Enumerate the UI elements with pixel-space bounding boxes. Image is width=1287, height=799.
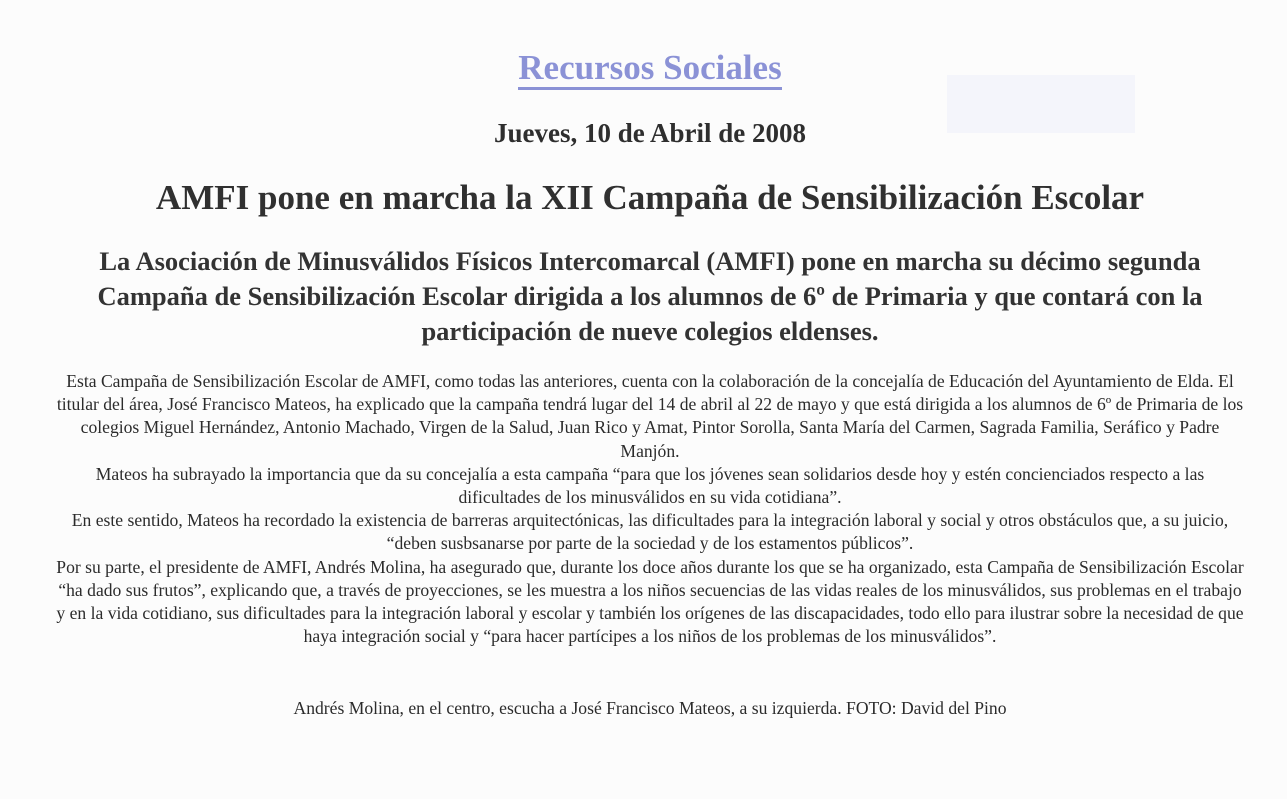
section-title-text: Recursos Sociales [518,49,781,90]
article-headline: AMFI pone en marcha la XII Campaña de Sensibilización Escolar [155,178,1145,217]
body-paragraph: En este sentido, Mateos ha recordado la existencia de barreras arquitectónicas, las dificultades para la integración laboral y social y otros obstáculos que, a su juicio, “deben susbsanarse por parte de la sociedad y de los estamentos públicos”. [71,510,1229,554]
body-paragraph: Mateos ha subrayado la importancia que da su concejalía a esta campaña “para que los jóvenes sean solidarios desde hoy y estén concienciados respecto a las dificultades de los minusválidos en su vida cotidiana”. [95,463,1205,508]
article-subheadline: La Asociación de Minusválidos Físicos Intercomarcal (AMFI) pone en marcha su décimo segunda Campaña de Sensibilización Escolar dirigida a los alumnos de 6º de Primaria y que contará con la participación de nueve colegios eldenses. [97,246,1203,346]
article-date: Jueves, 10 de Abril de 2008 [493,118,806,148]
section-title [0,47,1287,90]
body-paragraph: Esta Campaña de Sensibilización Escolar de AMFI, como todas las anteriores, cuenta con la colaboración de la concejalía de Educación del Ayuntamiento de Elda. El titular del área, José Francisco Mateos, ha explicado que la campaña tendrá lugar del 14 de abril al 22 de mayo y que está dirigida a los alumnos de 6º de Primaria de los colegios Miguel Hernández, Antonio Machado, Virgen de la Salud, Juan Rico y Amat, Pintor Sorolla, Santa María del Carmen, Sagrada Familia, Seráfico y Padre Manjón. [56,371,1244,461]
photo-caption: Andrés Molina, en el centro, escucha a José Francisco Mateos, a su izquierda. FOTO: David del Pino [293,698,1007,718]
article-body [55,370,1245,648]
body-paragraph: Por su parte, el presidente de AMFI, Andrés Molina, ha asegurado que, durante los doce años durante los que se ha organizado, esta Campaña de Sensibilización Escolar “ha dado sus frutos”, explicando que, a través de proyecciones, se les muestra a los niños secuencias de las vidas reales de los minusválidos, sus problemas en el trabajo y en la vida cotidiano, sus dificultades para la integración laboral y escolar y también los orígenes de las discapacidades, todo ello para ilustrar sobre la necesidad de que haya integración social y “para hacer partícipes a los niños de los problemas de los minusválidos”. [56,556,1244,647]
